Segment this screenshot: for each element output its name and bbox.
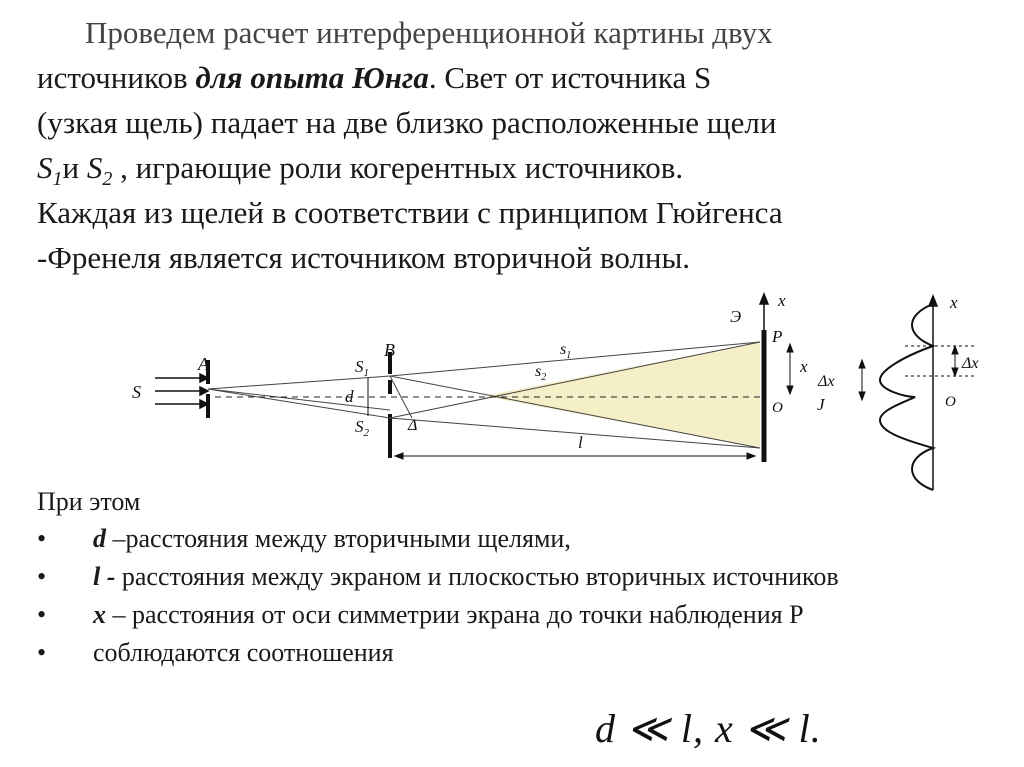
slit-s2-symbol: $S_2$ [86, 150, 113, 191]
screen-x-axis [760, 294, 768, 330]
label-ray-s2: $s_2$ [535, 363, 547, 383]
young-experiment-emphasis: для опыта Юнга [195, 60, 429, 95]
label-ray-s1: $s_1$ [560, 341, 572, 361]
list-item [37, 634, 977, 672]
list-intro: При этом [37, 487, 141, 516]
label-o: O [772, 400, 783, 416]
label-b: B [384, 340, 395, 360]
l-dimension [395, 453, 755, 459]
paragraph-line-3: (узкая щель) падает на две близко расположенные щели [37, 105, 777, 140]
label-s: S [132, 382, 141, 402]
term-d: d [93, 524, 113, 553]
label-x: x [800, 357, 808, 376]
young-experiment-diagram [0, 290, 1024, 500]
label-j: J [817, 395, 825, 414]
intensity-curve [880, 304, 933, 490]
intro-paragraph [37, 10, 1002, 280]
label-graph-x: x [950, 293, 958, 312]
label-p: P [772, 327, 783, 346]
label-dx-left: Δx [818, 373, 835, 390]
label-dx-right: Δx [962, 355, 979, 372]
label-screen: Э [730, 307, 742, 326]
definition-relations: соблюдаются соотношения [93, 638, 394, 667]
slit-s1-symbol: $S_1$ [37, 150, 63, 191]
interference-region [483, 342, 760, 448]
label-l: l [578, 433, 583, 452]
relations-formula: d ≪ l, x ≪ l. [595, 706, 822, 751]
label-screen-x: x [778, 291, 786, 310]
label-graph-o: O [945, 394, 956, 410]
label-s1: $S_1$ [355, 357, 369, 379]
paragraph-line-1-text: Проведем расчет интерференционной картины двух [85, 15, 773, 50]
label-a: A [198, 354, 209, 374]
label-delta: Δ [408, 417, 418, 434]
paragraph-line-5: Каждая из щелей в соответствии с принципом Гюйгенса [37, 195, 783, 230]
definition-d: –расстояния между вторичными щелями, [112, 524, 571, 553]
term-x: x [93, 600, 113, 629]
list-item [37, 558, 977, 596]
paragraph-line-2-end: . Свет от источника S [428, 60, 712, 95]
paragraph-line-1 [37, 15, 773, 50]
term-l: l - [93, 562, 122, 591]
paragraph-line-2-start: источников [37, 60, 196, 95]
label-d: d [345, 387, 354, 406]
list-item [37, 520, 977, 558]
x-dimension [787, 344, 793, 394]
paragraph-line-6: -Френеля является источником вторичной волны. [37, 240, 691, 275]
definition-x: – расстояния от оси симметрии экрана до точки наблюдения P [112, 600, 804, 629]
definition-l: расстояния между экраном и плоскостью вторичных источников [121, 562, 839, 591]
intensity-graph-axis [929, 296, 937, 490]
definitions-list [37, 520, 977, 672]
label-s2: $S_2$ [355, 417, 369, 439]
paragraph-and: и [62, 150, 87, 185]
paragraph-line-4-rest: , играющие роли когерентных источников. [112, 150, 684, 185]
list-item [37, 596, 977, 634]
fringe-width-markers [859, 346, 975, 400]
incident-light-arrows [155, 374, 208, 408]
